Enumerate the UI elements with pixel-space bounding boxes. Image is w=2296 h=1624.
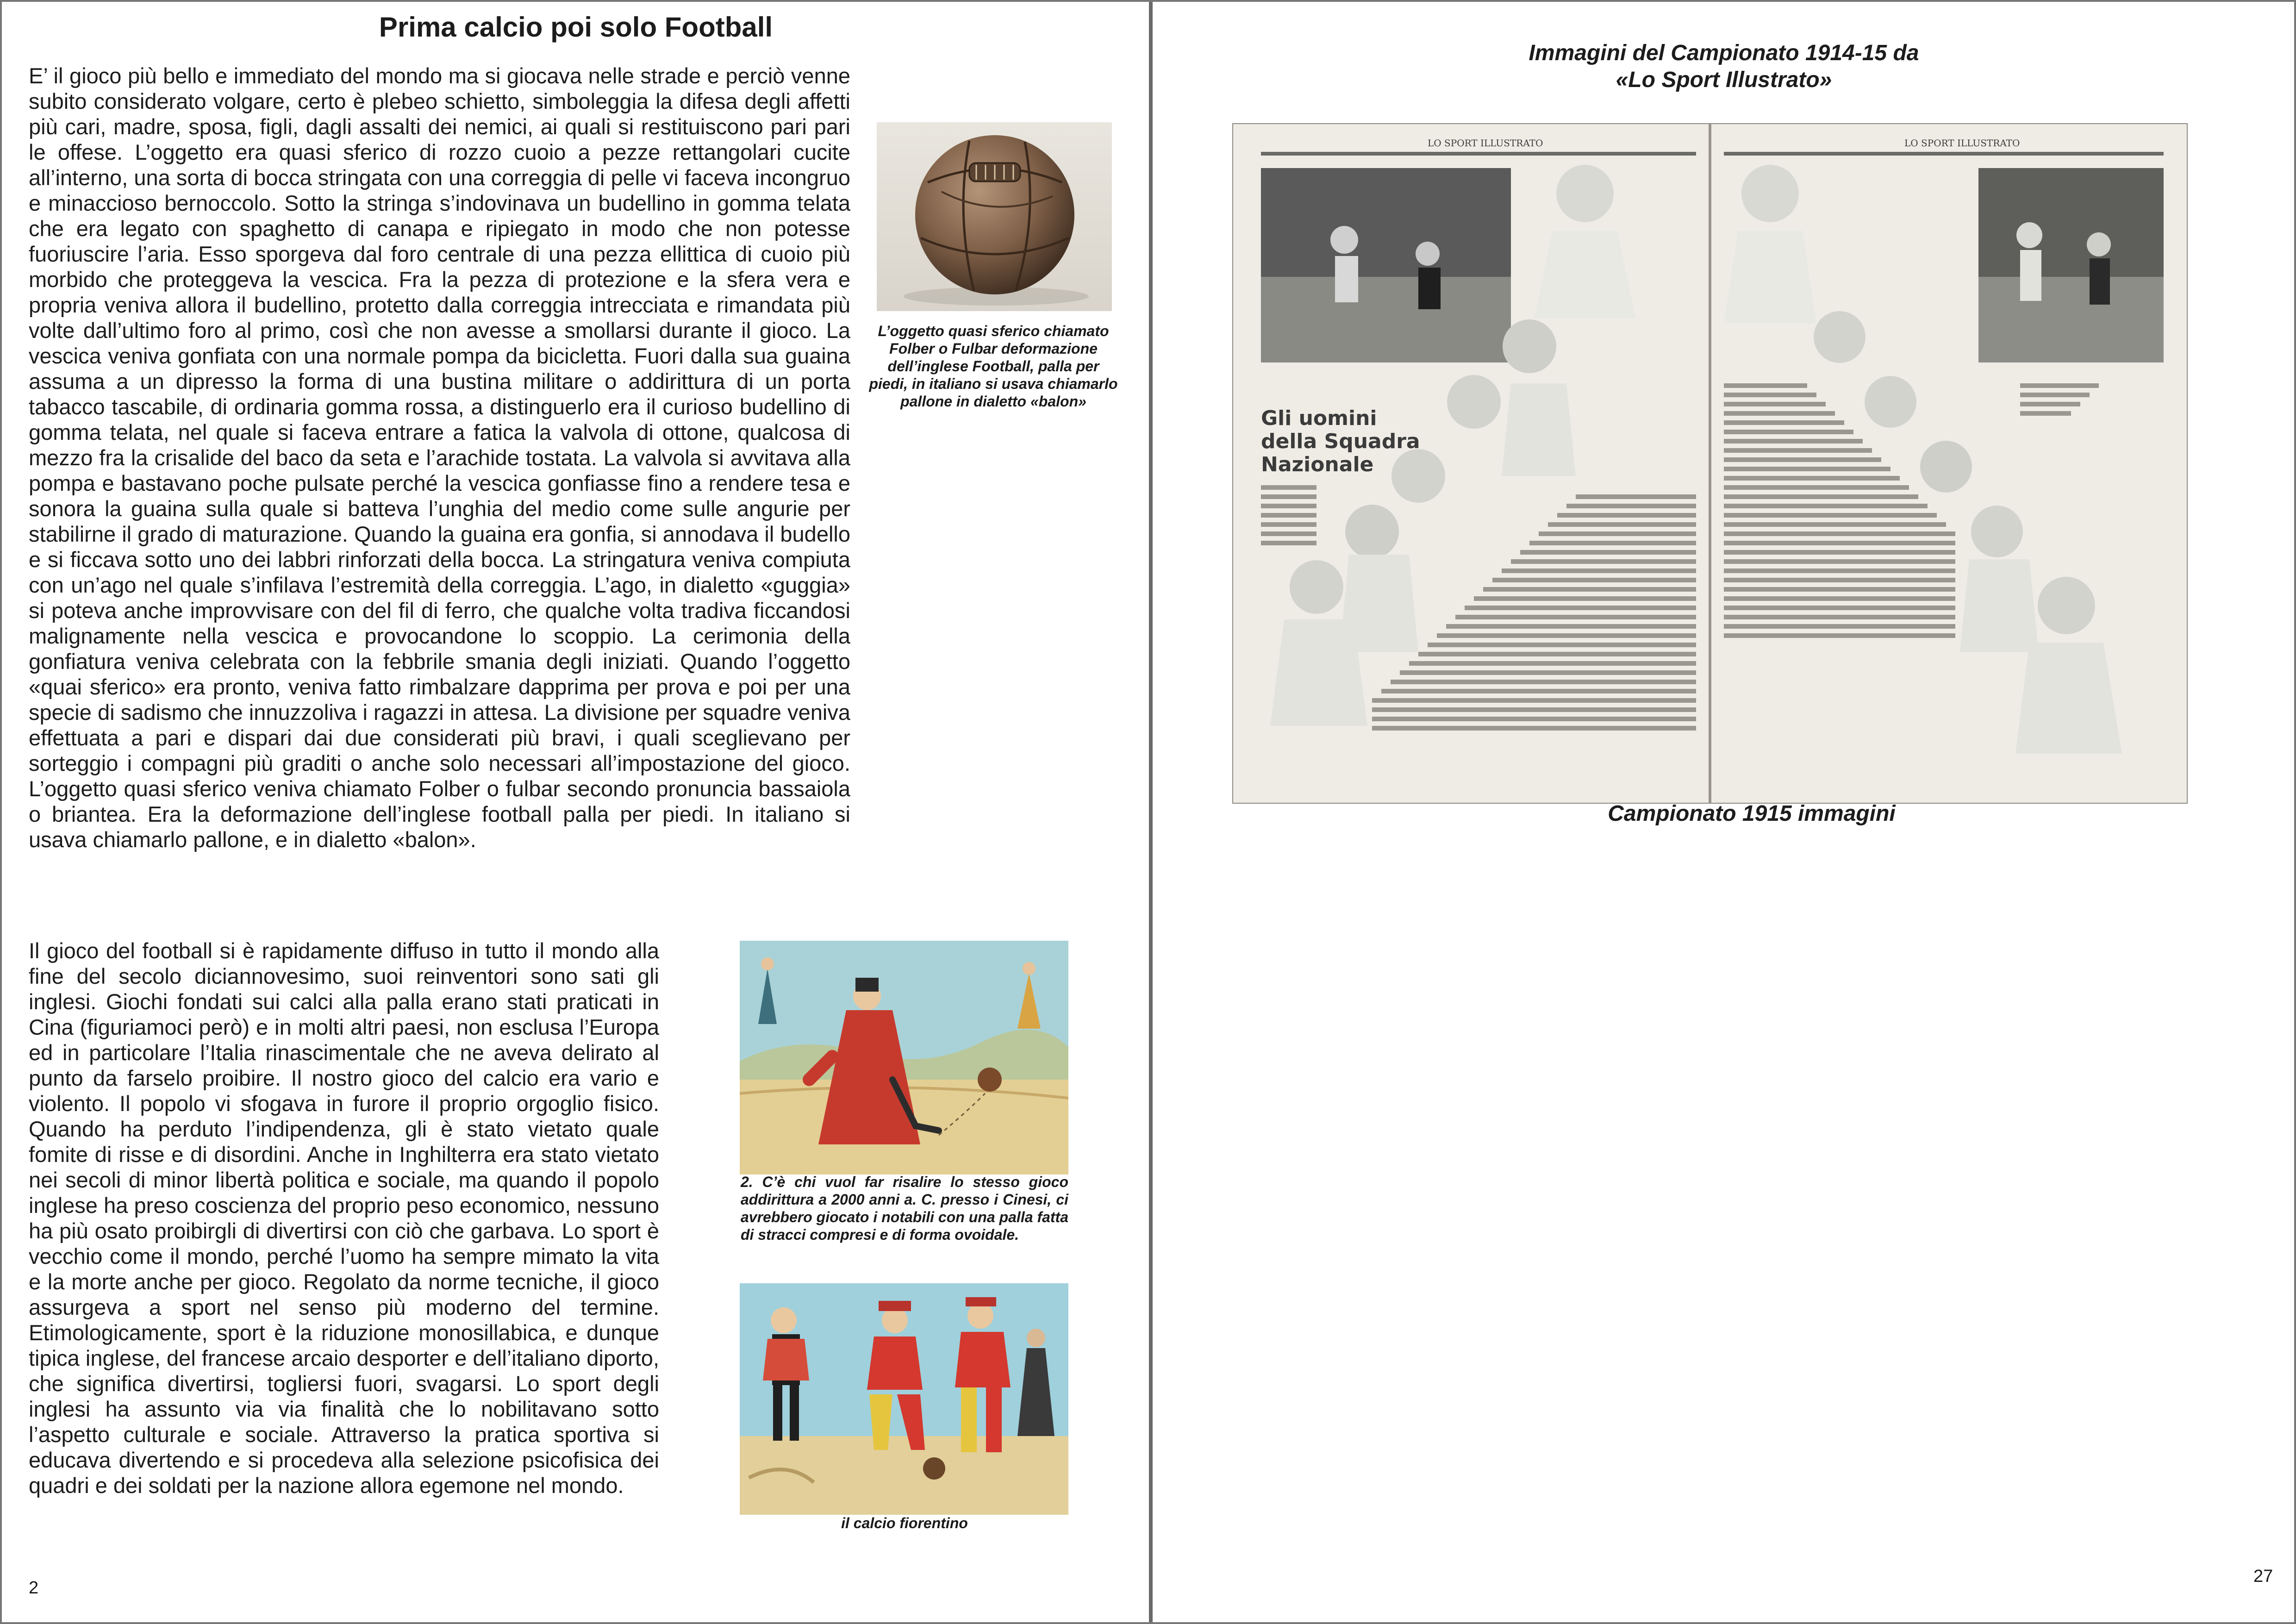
ball-caption: L’oggetto quasi sferico chiamato Folber o Fulbar deformazione dell’inglese Football, palla per piedi, in italiano si usava chiamarlo pallone in dialetto «balon» — [869, 323, 1118, 410]
page-title: Prima calcio poi solo Football — [379, 12, 773, 43]
page-gutter — [1149, 2, 1153, 1622]
magazine-headline-line2: della Squadra — [1261, 430, 1420, 453]
magazine-caption: Campionato 1915 immagini — [1608, 801, 1896, 826]
heading-line-1: Immagini del Campionato 1914-15 da — [1529, 41, 1919, 65]
left-page — [2, 2, 1149, 1622]
body-paragraph-ball: E’ il gioco più bello e immediato del mondo ma si giocava nelle strade e perciò venne subito considerato volgare, certo è plebeo schietto, simboleggia la difesa degli affetti più cari, madre, sposa, figli, dagli assalti dei nemici, ai quali si restituiscono pari pari le offese. L’oggetto era quasi sferico di rozzo cuoio a pezze rettangolari cucite all’interno, una sorta di bocca stringata con una correggia di pelle vi faceva incongruo e minaccioso bernoccolo. Sotto la stringa s’indovinava un budellino in gomma telata che era legato con spaghetto di canapa e ripiegato in modo che non potesse fuoriuscire l’aria. Esso sporgeva dal foro centrale di una pezza ellittica di cuoio più morbido che proteggeva la vescica. Fra la pezza di protezione e la sfera vera e propria veniva allora il budellino, protetto dalla correggia intrecciata e rimandata più volte dall’ultimo foro al primo, così che non avesse a smollarsi durante il gioco. La vescica veniva gonfiata con una normale pompa da bicicletta. Fuori dalla sua guaina assuma a un dipresso la forma di una bustina militare o addirittura di un porta tabacco tascabile, di ordinaria gomma rossa, a distinguerlo era il curioso budellino di gomma telata, nel quale si faceva entrare a fatica la valvola di ottone, qualcosa di mezzo fra la crisalide del baco da seta e l’arachide tostata. La valvola si avvitava alla pompa e bastavano poche pulsate perché la vescica gonfiasse fino a rendere tesa e sonora la guaina sulla quale si batteva l’unghia del medio come sulle angurie per stabilirne il grado di maturazione. Quando la guaina era gonfia, si annodava il budello e si ficcava sotto uno dei labbri rinforzati della bocca. La stringatura veniva compiuta con un’ago nel quale s’infilava l’estremità della correggia. L’ago, in dialetto «guggia» si poteva anche improvvisare con del fil di ferro, che qualche volta tradiva ficcandosi malignamente nella vescica e provocandone lo scoppio. La cerimonia della gonfiatura veniva celebrata con la febbrile smania degli iniziati. Quando l’oggetto «quai sferico» era pronto, veniva fatto rimbalzare dapprima per prova e poi per una specie di sadismo che innuzzoliva i ragazzi in attesa. La divisione per squadre veniva effettuata a pari e dispari dai due considerati più bravi, i quali sceglievano per sorteggio i compagni più graditi o anche solo necessari all’impostazione del gioco. L’oggetto quasi sferico veniva chiamato Folber o fulbar secondo pronuncia bassaiola o briantea. Era la deformazione dell’inglese football palla per piedi. In italiano si usava chiamarlo pallone, e in dialetto «balon». — [29, 63, 850, 852]
chinese-football-illustration — [740, 941, 1068, 1174]
sport-illustrato-magazine-spread — [1232, 123, 2188, 804]
right-page — [1153, 2, 2296, 1622]
chinese-game-caption: 2. C’è chi vuol far risalire lo stesso gioco addirittura a 2000 anni a. C. presso i Cinesi, ci avrebbero giocato i notabili con una palla fatta di stracci compresi e di forma ovoidale. — [741, 1174, 1068, 1243]
magazine-headline-line1: Gli uomini — [1261, 406, 1377, 430]
leather-ball-photo — [877, 122, 1112, 311]
calcio-fiorentino-caption: il calcio fiorentino — [841, 1515, 968, 1531]
magazine-headline-line3: Nazionale — [1261, 453, 1374, 476]
masthead-right: LO SPORT ILLUSTRATO — [1904, 137, 2020, 149]
masthead-left: LO SPORT ILLUSTRATO — [1428, 137, 1543, 149]
right-page-heading — [1465, 40, 1983, 94]
heading-line-2: «Lo Sport Illustrato» — [1616, 68, 1832, 92]
page-number-left: 2 — [29, 1578, 39, 1598]
body-paragraph-history: Il gioco del football si è rapidamente diffuso in tutto il mondo alla fine del secolo diciannovesimo, suoi reinventori sono sati gli inglesi. Giochi fondati sui calci alla palla erano stati praticati in Cina (figuriamoci però) e in molti altri paesi, non esclusa l’Europa ed in particolare l’Italia rinascimentale che ne aveva delirato al punto da farselo proibire. Il nostro gioco del calcio era vario e violento. Il popolo vi sfogava in furore il proprio orgoglio fisico. Quando ha perduto l’indipendenza, gli è stato vietato quale fomite di risse e di disordini. Anche in Inghilterra era stato vietato nei secoli di minor libertà politica e sociale, ma quando il popolo inglese ha preso coscienza del proprio peso economico, nessuno ha più osato proibirgli di divertirsi con ciò che garbava. Lo sport è vecchio come il mondo, perché l’uomo ha sempre mimato la vita e la morte anche per gioco. Regolato da norme tecniche, il gioco assurgeva a sport nel senso più moderno del termine. Etimologicamente, sport è la riduzione monosillabica, e dunque tipica inglese, del francese arcaio desporter e dell’italiano diporto, che significa divertirsi, togliersi fuori, svagarsi. Lo sport degli inglesi ha assunto via via finalità che lo nobilitavano sotto l’aspetto culturale e sociale. Attraverso la pratica sportiva si educava divertendo e si procedeva alla selezione psicofisica dei quadri e dei soldati per la nazione allora egemone nel mondo. — [29, 938, 659, 1498]
page-number-right: 27 — [2253, 1567, 2273, 1586]
calcio-fiorentino-illustration — [740, 1283, 1068, 1515]
